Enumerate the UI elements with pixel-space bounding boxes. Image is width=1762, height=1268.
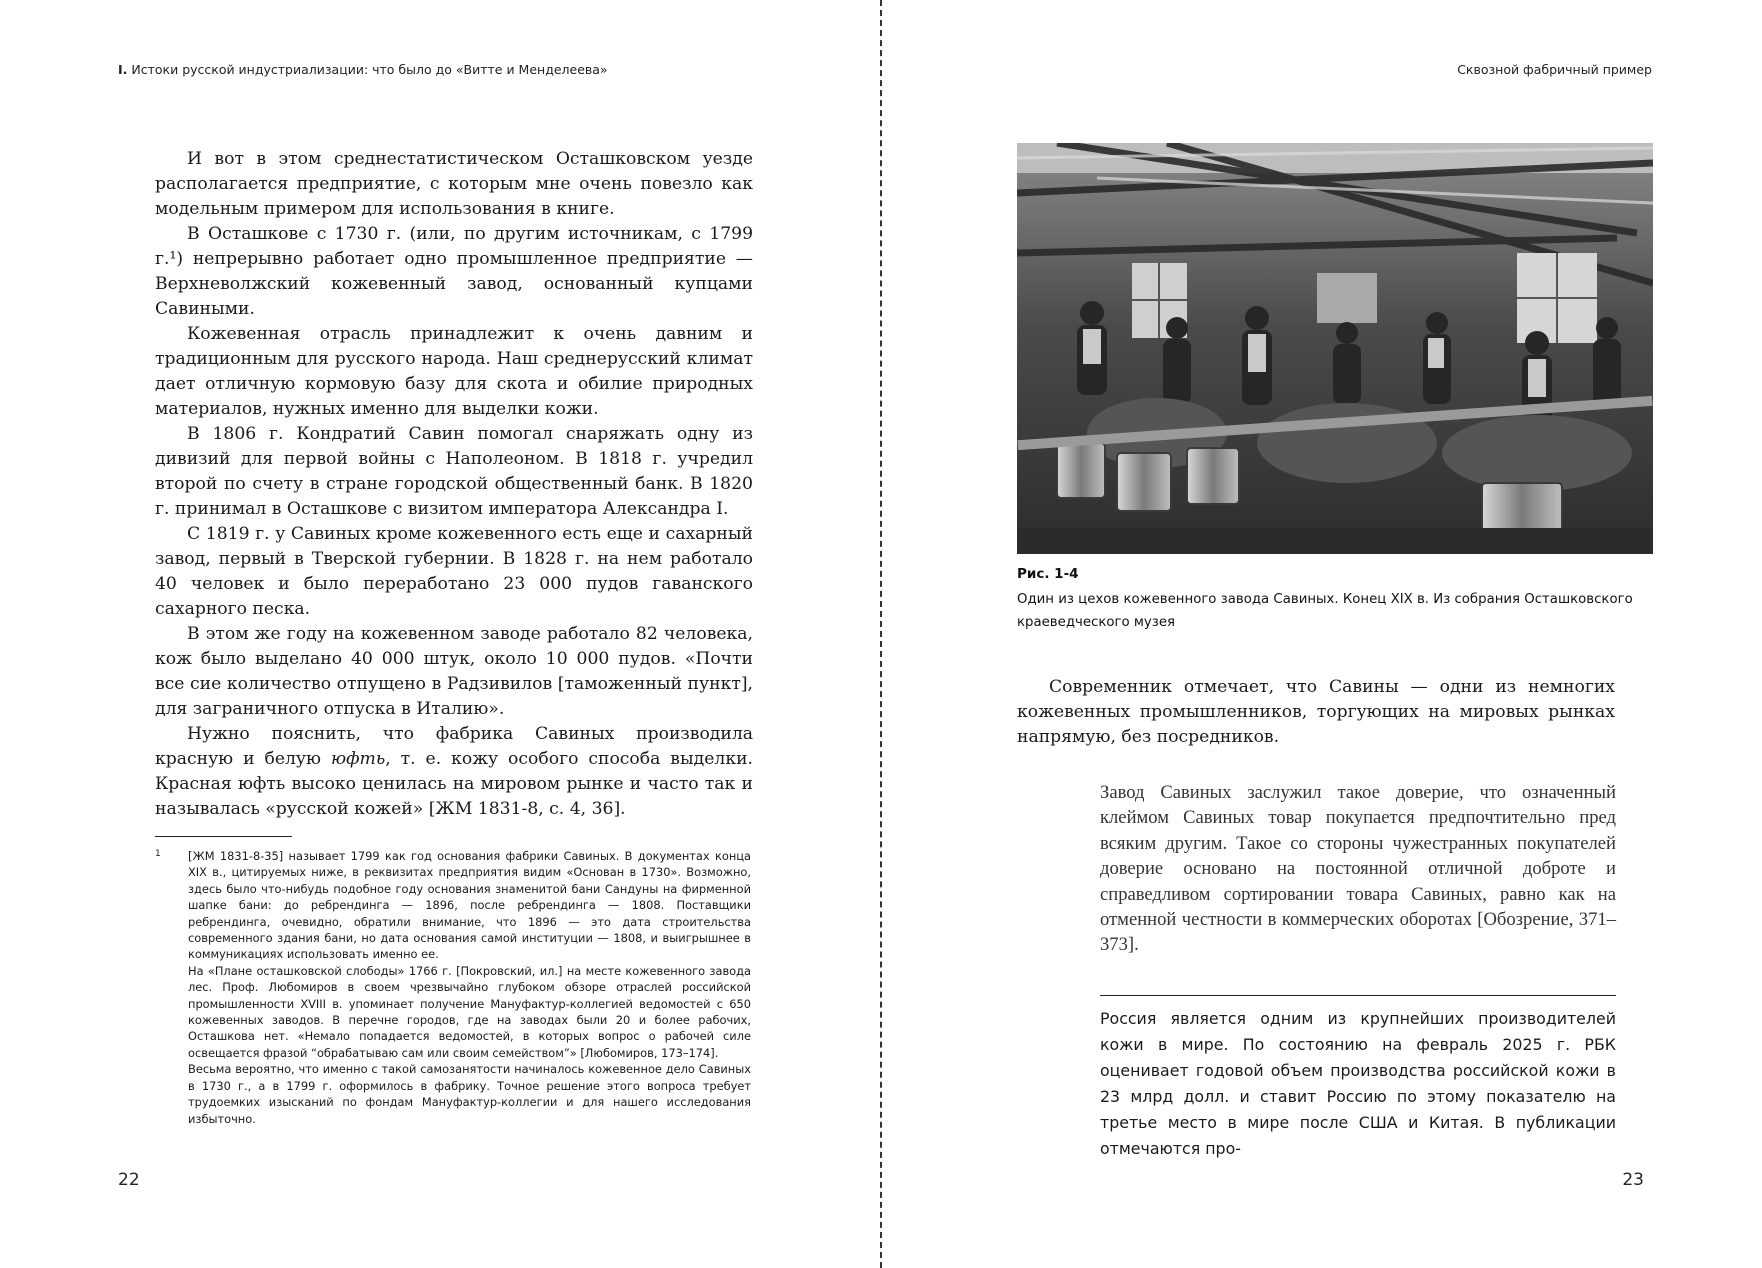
sidebar-note <box>1100 1006 1616 1162</box>
body-paragraph: В 1806 г. Кондратий Савин помогал снаряжать одну из дивизий для первой войны с Наполеоном. В 1818 г. учредил второй по счету в стране городской общественный банк. В 1820 г. принимал в Осташкове с визитом императора Александра I. <box>155 424 753 519</box>
emphasized-term: юфть <box>330 749 386 769</box>
sidebar-rule <box>1100 995 1616 996</box>
footnote-paragraph: Весьма вероятно, что именно с такой самозанятости начиналось кожевенное дело Савиных в 1730 г., а в 1799 г. оформилось в фабрику. Точное решение этого вопроса требует трудоемких изысканий по фондам Мануфактур-коллегии и для нашего исследования избыточно. <box>188 1062 751 1126</box>
body-paragraph: Кожевенная отрасль принадлежит к очень давним и традиционным для русского народа. Наш среднерусский климат дает отличную кормовую базу для скота и обилие природных материалов, нужных именно для выделки кожи. <box>155 324 753 419</box>
paragraph-text: Нужно пояснить, что фабрика Савиных производила красную и белую <box>155 724 753 769</box>
factory-photo-illustration <box>1017 143 1653 554</box>
page-divider <box>880 0 882 1268</box>
left-running-header <box>118 62 608 77</box>
quote-text: Завод Савиных заслужил такое доверие, что означенный клеймом Савиных товар покупается предпочтительно пред всяким другим. Такое со стороны чужестранных покупателей доверие основано на постоянной отличной доброте и справедливом сортировании товара Савиных, равно как на отменной честности в коммерческих оборотах [Обозрение, 371–373]. <box>1100 782 1616 956</box>
block-quote <box>1100 780 1616 958</box>
factory-photo <box>1017 143 1653 554</box>
page-number-left: 22 <box>118 1170 140 1190</box>
header-chapter-number: I. <box>118 62 128 77</box>
figure-caption-title: Рис. 1-4 <box>1017 566 1079 582</box>
footnote <box>155 848 751 1127</box>
body-paragraph: Современник отмечает, что Савины — одни из немногих кожевенных промышленников, торгующих на мировых рынках напрямую, без посредников. <box>1017 677 1615 747</box>
paragraph-text: , т. е. кожу особого способа выделки. Красная юфть высоко ценилась на мировом рынке и часто так и называлась «русской кожей» [ЖМ 1831-8, с. 4, 36]. <box>155 749 753 819</box>
sidebar-text: Россия является одним из крупнейших производителей кожи в мире. По состоянию на февраль 2025 г. РБК оценивает годовой объем производства российской кожи в 23 млрд долл. и ставит Россию по этому показателю на третье место в мире после США и Китая. В публикации отмечаются про- <box>1100 1009 1616 1158</box>
left-body-text <box>155 147 753 822</box>
body-paragraph <box>155 722 753 822</box>
right-running-header: Сквозной фабричный пример <box>1457 62 1652 77</box>
right-body-text <box>1017 675 1615 750</box>
figure-caption-text: Один из цехов кожевенного завода Савиных. Конец XIX в. Из собрания Осташковского краеведческого музея <box>1017 592 1633 630</box>
footnote-rule <box>155 836 292 837</box>
body-paragraph: И вот в этом среднестатистическом Осташковском уезде располагается предприятие, с которым мне очень повезло как модельным примером для использования в книге. <box>155 149 753 219</box>
body-paragraph: В этом же году на кожевенном заводе работало 82 человека, кож было выделано 40 000 штук, около 10 000 пудов. «Почти все сие количество отпущено в Радзивилов [таможенный пункт], для заграничного отпуска в Италию». <box>155 624 753 719</box>
body-paragraph: В Осташкове с 1730 г. (или, по другим источникам, с 1799 г.¹) непрерывно работает одно промышленное предприятие — Верхневолжский кожевенный завод, основанный купцами Савиными. <box>155 224 753 319</box>
footnote-number: 1 <box>155 849 161 859</box>
footnote-paragraph: [ЖМ 1831-8-35] называет 1799 как год основания фабрики Савиных. В документах конца XIX в., цитируемых ниже, в реквизитах предприятия видим «Основан в 1730». Возможно, здесь было что-нибудь подобное году основания знаменитой бани Сандуны на фирменной шапке бани: до ребрендинга — 1896, после ребрендинга — 1808. Поставщики ребрендинга, очевидно, обратили внимание, что 1896 — это дата строительства современного здания бани, но дата основания самой институции — 1808, и выигрышнее в коммуникациях использовать именно ее. <box>188 849 751 962</box>
header-chapter-title: Истоки русской индустриализации: что было до «Витте и Менделеева» <box>131 62 608 77</box>
page-number-right: 23 <box>1622 1170 1644 1190</box>
footnote-paragraph: На «Плане осташковской слободы» 1766 г. [Покровский, ил.] на месте кожевенного завода лес. Проф. Любомиров в своем чрезвычайно глубоком обзоре отраслей российской промышленности XVIII в. упоминает получение Мануфактур-коллегией ведомостей с 650 кожевенных заводов. В перечне городов, где на заводах были 20 и более рабочих, Осташкова нет. «Немало попадается ведомостей, в которых вопрос о рабочей силе освещается фразой “обрабатываю сам или своим семейством”» [Любомиров, 173–174]. <box>188 963 751 1060</box>
body-paragraph: С 1819 г. у Савиных кроме кожевенного есть еще и сахарный завод, первый в Тверской губернии. В 1828 г. на нем работало 40 человек и было переработано 23 000 пудов гаванского сахарного песка. <box>155 524 753 619</box>
